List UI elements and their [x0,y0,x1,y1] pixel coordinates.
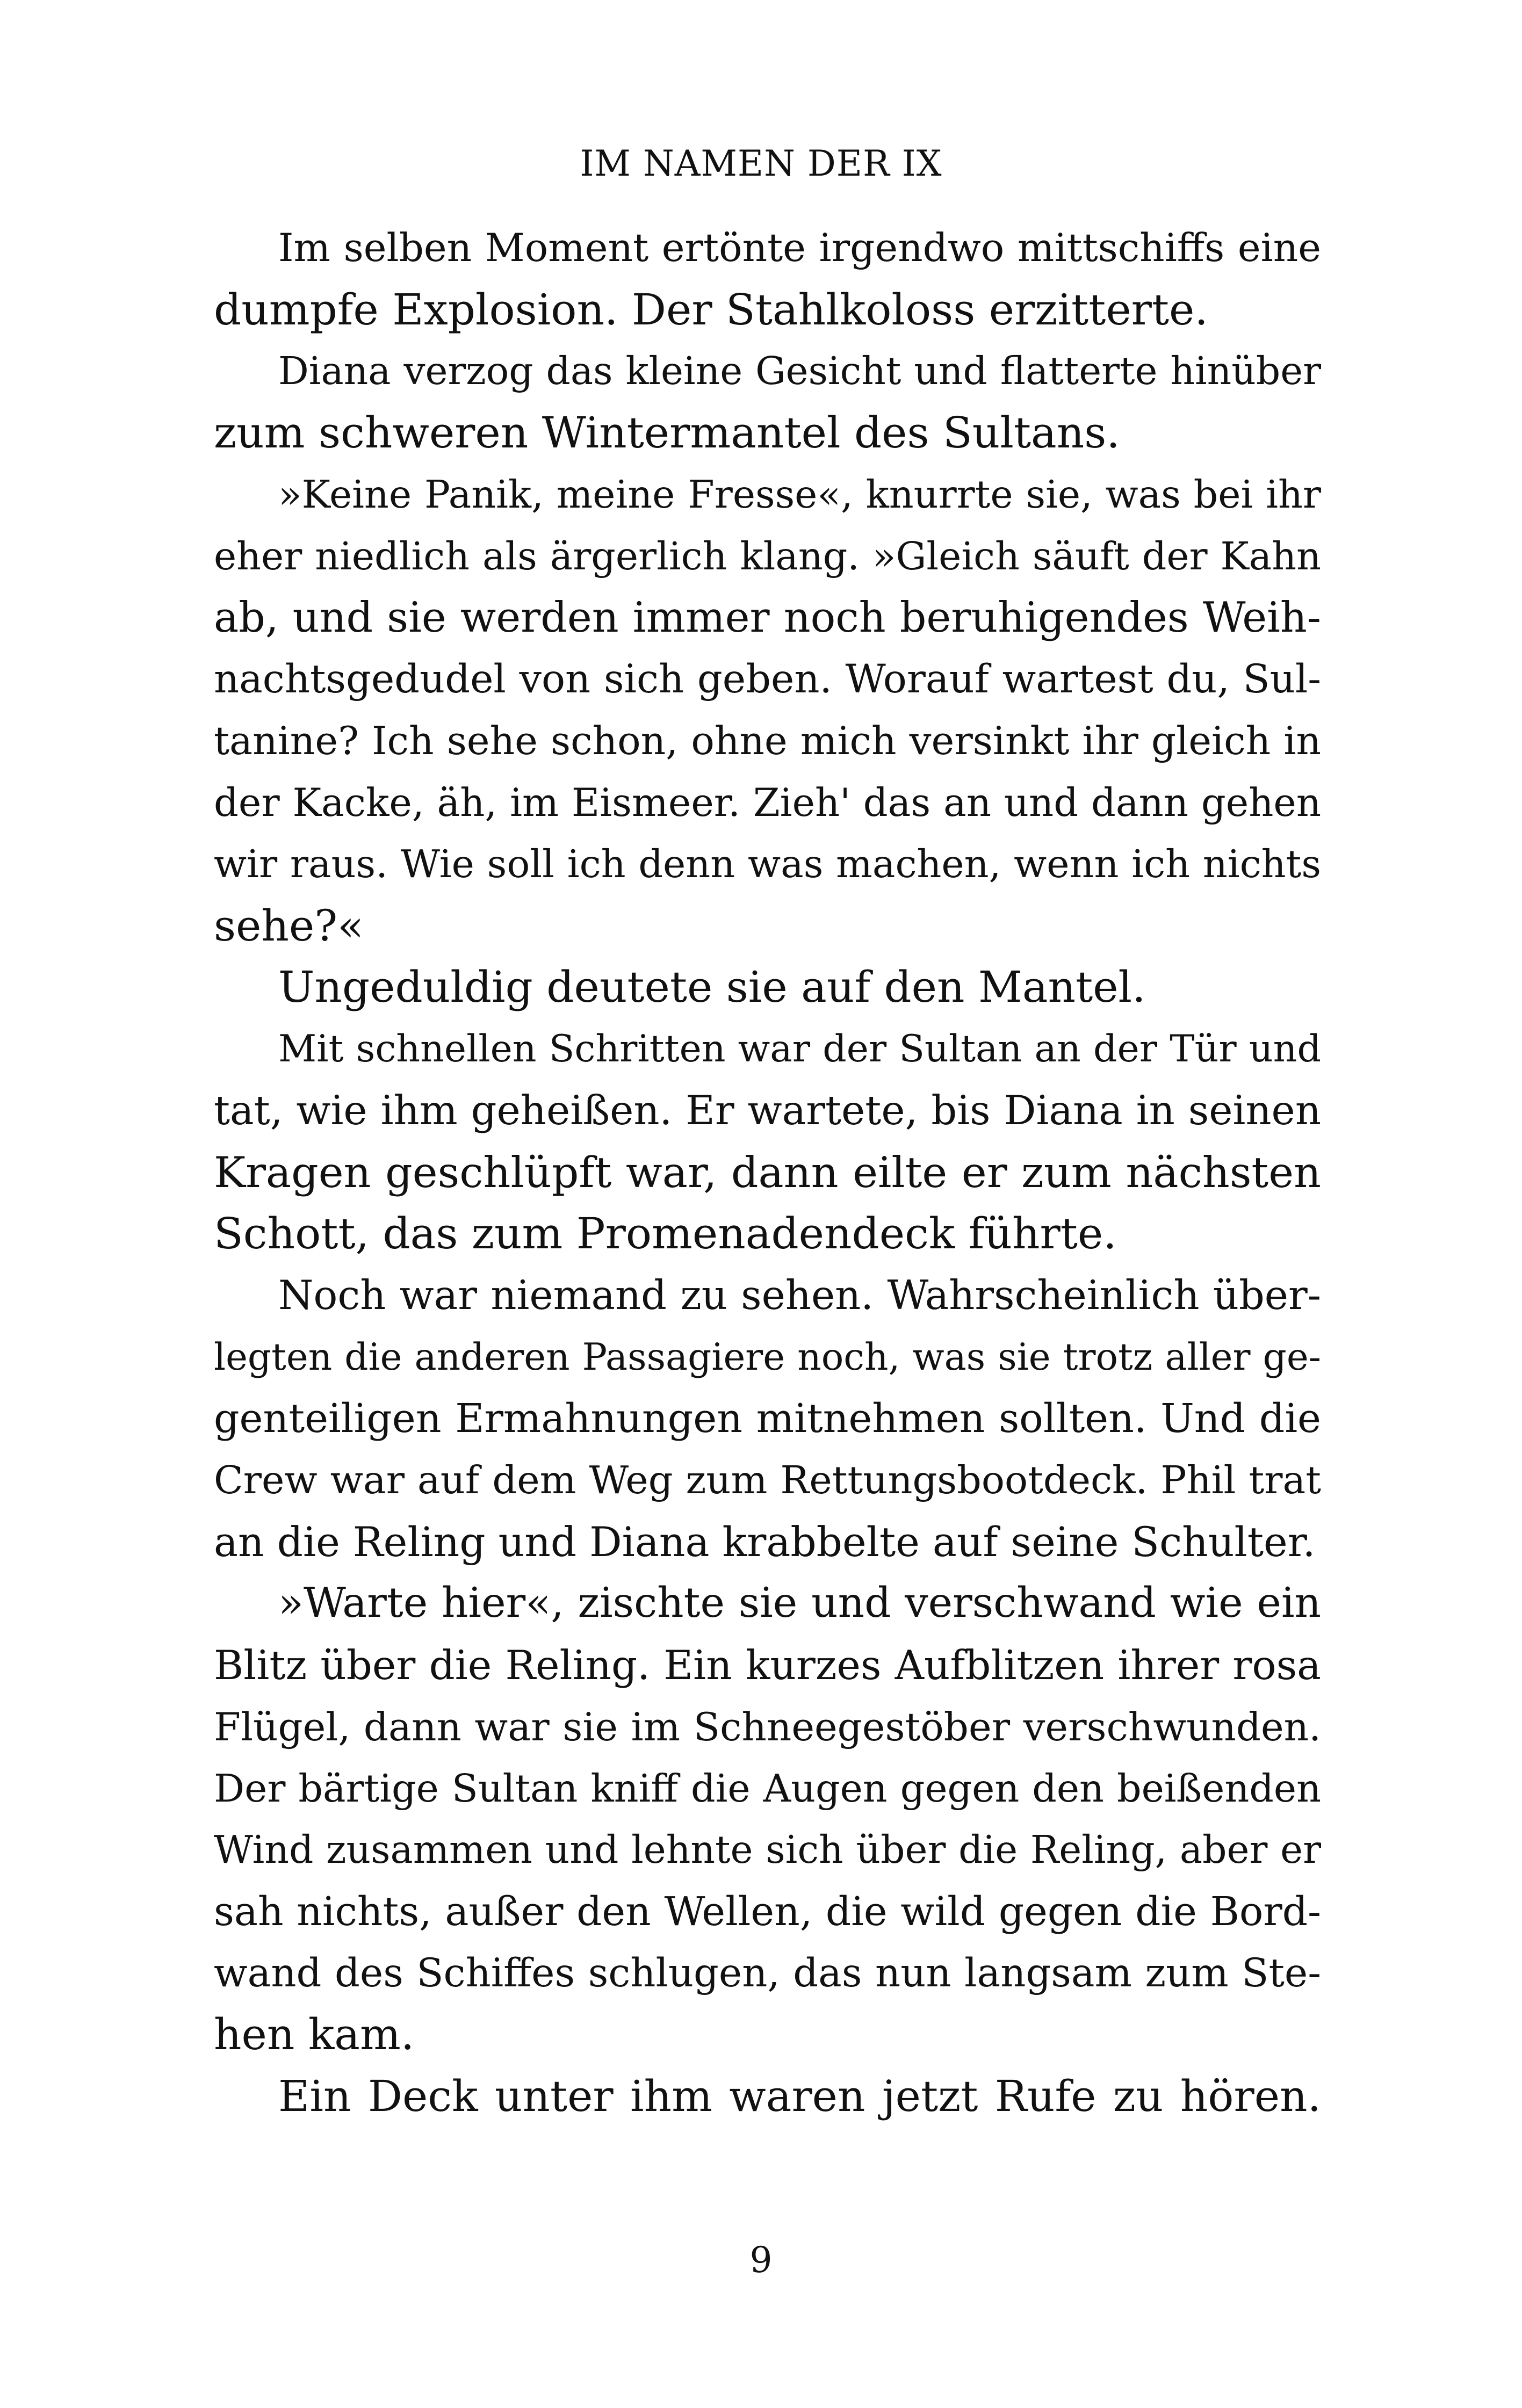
text-line: Ungeduldig deutete sie auf den Mantel. [278,962,1146,1013]
text-line: Noch war niemand zu sehen. Wahrscheinlich über- [278,1271,1321,1319]
text-line: Mit schnellen Schritten war der Sultan an der Tür und [278,1027,1321,1071]
paragraph [214,1573,1321,2066]
text-line: Blitz über die Reling. Ein kurzes Aufblitzen ihrer rosa [214,1642,1321,1689]
text-line: Flügel, dann war sie im Schneegestöber verschwunden. [214,1704,1321,1749]
text-line: dumpfe Explosion. Der Stahlkoloss erzitterte. [214,284,1208,335]
text-line: zum schweren Wintermantel des Sultans. [214,408,1120,458]
text-line: legten die anderen Passagiere noch, was sie trotz aller ge- [214,1335,1321,1379]
paragraph [214,341,1321,464]
text-line: Kragen geschlüpft war, dann eilte er zum nächsten [214,1147,1321,1197]
text-line: hen kam. [214,2009,415,2060]
text-line: Diana verzog das kleine Gesicht und flatterte hinüber [278,349,1321,394]
text-line: Ein Deck unter ihm waren jetzt Rufe zu hören. [278,2071,1321,2122]
paragraph [214,464,1321,957]
text-line: genteiligen Ermahnungen mitnehmen sollten. Und die [214,1395,1321,1442]
paragraph [214,1018,1321,1265]
text-line: nachtsgedudel von sich geben. Worauf wartest du, Sul- [214,656,1321,702]
paragraph [214,1265,1321,1573]
text-line: sehe?« [214,900,364,951]
running-head: IM NAMEN DER IX [580,143,942,184]
text-line: Der bärtige Sultan kniff die Augen gegen den beißenden [214,1766,1321,1811]
text-line: tat, wie ihm geheißen. Er wartete, bis Diana in seinen [214,1087,1321,1134]
text-line: »Keine Panik, meine Fresse«, knurrte sie, was bei ihr [278,472,1321,517]
text-line: ab, und sie werden immer noch beruhigendes Weih- [214,594,1321,642]
text-line: wand des Schiffes schlugen, das nun langsam zum Ste- [214,1950,1321,1996]
text-line: an die Reling und Diana krabbelte auf seine Schulter. [214,1518,1316,1566]
paragraph [214,218,1321,341]
text-line: der Kacke, äh, im Eismeer. Zieh' das an und dann gehen [214,780,1321,826]
paragraph [214,957,1321,1018]
page-number: 9 [749,2239,773,2281]
paragraph [214,2066,1321,2128]
text-line: Wind zusammen und lehnte sich über die Reling, aber er [214,1827,1321,1872]
text-line: Crew war auf dem Weg zum Rettungsbootdeck. Phil trat [214,1458,1321,1503]
text-line: sah nichts, außer den Wellen, die wild gegen die Bord- [214,1888,1321,1935]
text-line: Im selben Moment ertönte irgendwo mittschiffs eine [278,226,1321,271]
text-line: »Warte hier«, zischte sie und verschwand wie ein [278,1579,1321,1628]
text-line: Schott, das zum Promenadendeck führte. [214,1209,1117,1259]
text-line: tanine? Ich sehe schon, ohne mich versinkt ihr gleich in [214,718,1321,764]
text-line: eher niedlich als ärgerlich klang. »Gleich säuft der Kahn [214,533,1321,579]
text-line: wir raus. Wie soll ich denn was machen, wenn ich nichts [214,842,1321,887]
body-text [214,218,1321,2128]
